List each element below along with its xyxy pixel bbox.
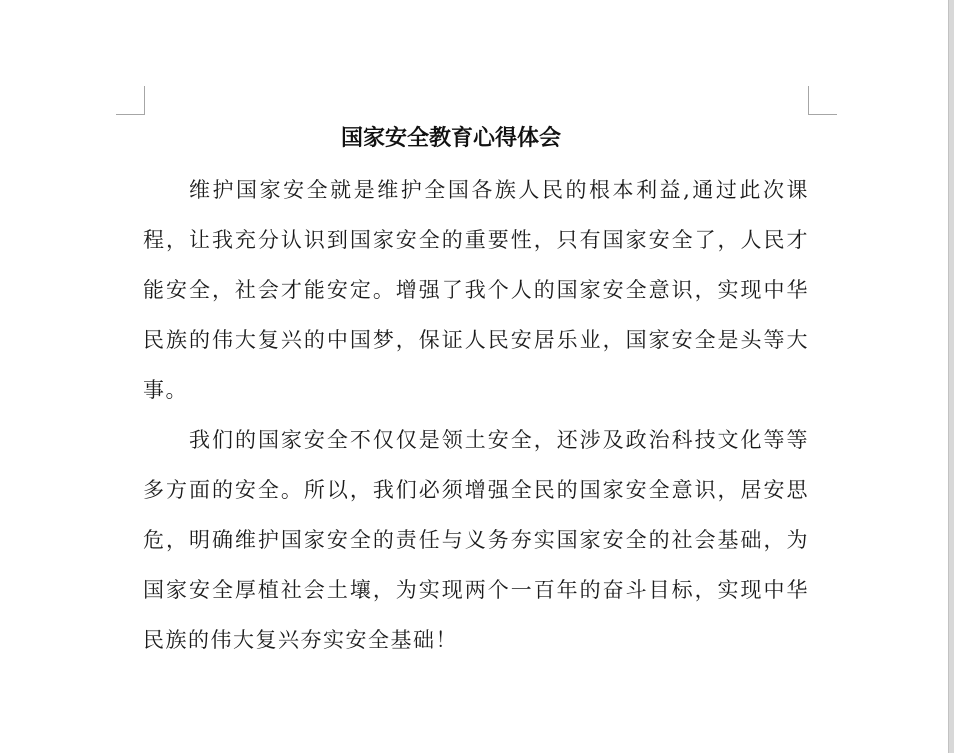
paragraph-1: 维护国家安全就是维护全国各族人民的根本利益,通过此次课程，让我充分认识到国家安全的重要性，只有国家安全了，人民才能安全，社会才能安定。增强了我个人的国家安全意识，实现中华民族的伟大复兴的中国梦，保证人民安居乐业，国家安全是头等大事。 bbox=[143, 178, 809, 402]
margin-corner-top-left bbox=[116, 86, 145, 115]
document-body[interactable] bbox=[143, 165, 809, 665]
document-title: 国家安全教育心得体会 bbox=[340, 125, 561, 151]
paragraph-2: 我们的国家安全不仅仅是领土安全，还涉及政治科技文化等等多方面的安全。所以，我们必须增强全民的国家安全意识，居安思危，明确维护国家安全的责任与义务夯实国家安全的社会基础，为国家安全厚植社会土壤，为实现两个一百年的奋斗目标，实现中华民族的伟大复兴夯实安全基础！ bbox=[143, 428, 809, 652]
margin-corner-top-right bbox=[808, 86, 837, 115]
window-right-border bbox=[948, 0, 954, 753]
